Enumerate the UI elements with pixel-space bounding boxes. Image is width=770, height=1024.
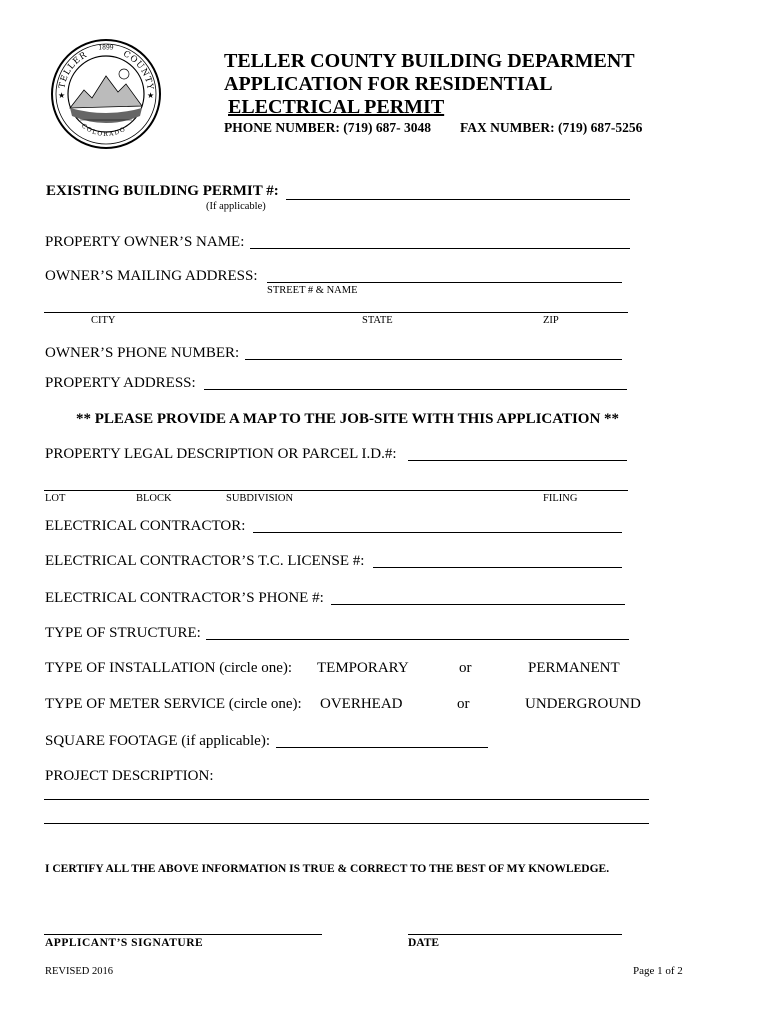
date-field[interactable] bbox=[408, 917, 622, 935]
lot-caption: LOT bbox=[45, 493, 66, 504]
legal-description-field[interactable] bbox=[408, 443, 627, 461]
project-description-line-2[interactable] bbox=[44, 806, 649, 824]
street-field[interactable] bbox=[267, 265, 622, 283]
legal-description-label: PROPERTY LEGAL DESCRIPTION OR PARCEL I.D.#: bbox=[45, 446, 397, 462]
street-caption: STREET # & NAME bbox=[267, 285, 358, 296]
seal-teller: TELLER bbox=[57, 49, 90, 90]
meter-label: TYPE OF METER SERVICE (circle one): bbox=[45, 696, 302, 712]
installation-label: TYPE OF INSTALLATION (circle one): bbox=[45, 660, 293, 676]
title-line-1: TELLER COUNTY BUILDING DEPARMENT bbox=[224, 50, 635, 72]
title-line-3: ELECTRICAL PERMIT bbox=[228, 96, 445, 118]
city-caption: CITY bbox=[91, 315, 116, 326]
owner-phone-field[interactable] bbox=[245, 342, 622, 360]
zip-caption: ZIP bbox=[543, 315, 559, 326]
structure-label: TYPE OF STRUCTURE: bbox=[45, 625, 201, 641]
meter-or: or bbox=[457, 696, 470, 712]
meter-overhead-option[interactable]: OVERHEAD bbox=[320, 696, 403, 712]
existing-permit-field[interactable] bbox=[286, 182, 630, 200]
license-label: ELECTRICAL CONTRACTOR’S T.C. LICENSE #: bbox=[45, 553, 365, 569]
existing-permit-label: EXISTING BUILDING PERMIT #: bbox=[46, 183, 279, 199]
phone-number: PHONE NUMBER: (719) 687- 3048 bbox=[224, 120, 431, 135]
title-line-2: APPLICATION FOR RESIDENTIAL bbox=[224, 73, 553, 95]
contractor-phone-label: ELECTRICAL CONTRACTOR’S PHONE #: bbox=[45, 590, 324, 606]
meter-underground-option[interactable]: UNDERGROUND bbox=[525, 696, 641, 712]
contractor-field[interactable] bbox=[253, 515, 622, 533]
project-description-line-1[interactable] bbox=[44, 782, 649, 800]
installation-temporary-option[interactable]: TEMPORARY bbox=[317, 660, 409, 676]
revised-note: REVISED 2016 bbox=[45, 966, 113, 977]
project-description-label: PROJECT DESCRIPTION: bbox=[45, 768, 214, 784]
svg-text:COLORADO bbox=[80, 122, 128, 138]
if-applicable-caption: (If applicable) bbox=[206, 201, 266, 212]
page-number: Page 1 of 2 bbox=[633, 965, 683, 977]
owner-name-label: PROPERTY OWNER’S NAME: bbox=[45, 234, 245, 250]
mailing-address-label: OWNER’S MAILING ADDRESS: bbox=[45, 268, 258, 284]
installation-or: or bbox=[459, 660, 472, 676]
block-caption: BLOCK bbox=[136, 493, 172, 504]
license-field[interactable] bbox=[373, 550, 622, 568]
city-state-zip-field[interactable] bbox=[44, 295, 628, 313]
applicant-signature-label: APPLICANT’S SIGNATURE bbox=[45, 937, 204, 949]
state-caption: STATE bbox=[362, 315, 393, 326]
filing-caption: FILING bbox=[543, 493, 578, 504]
owner-name-field[interactable] bbox=[250, 231, 630, 249]
square-footage-label: SQUARE FOOTAGE (if applicable): bbox=[45, 733, 271, 749]
subdivision-caption: SUBDIVISION bbox=[226, 493, 294, 504]
teller-county-seal bbox=[50, 38, 162, 150]
owner-phone-label: OWNER’S PHONE NUMBER: bbox=[45, 345, 240, 361]
installation-permanent-option[interactable]: PERMANENT bbox=[528, 660, 620, 676]
seal-year: 1899 bbox=[98, 44, 114, 52]
seal-county: COUNTY bbox=[121, 49, 155, 92]
structure-field[interactable] bbox=[206, 622, 629, 640]
contractor-label: ELECTRICAL CONTRACTOR: bbox=[45, 518, 246, 534]
fax-number: FAX NUMBER: (719) 687-5256 bbox=[460, 120, 643, 135]
lot-block-subdivision-field[interactable] bbox=[44, 473, 628, 491]
certification-statement: I CERTIFY ALL THE ABOVE INFORMATION IS TRUE & CORRECT TO THE BEST OF MY KNOWLEDGE. bbox=[45, 863, 610, 875]
contractor-phone-field[interactable] bbox=[331, 587, 625, 605]
svg-text:★: ★ bbox=[147, 91, 155, 100]
date-label: DATE bbox=[408, 937, 440, 949]
square-footage-field[interactable] bbox=[276, 730, 488, 748]
seal-colorado: COLORADO bbox=[80, 122, 128, 139]
property-address-label: PROPERTY ADDRESS: bbox=[45, 375, 196, 391]
applicant-signature-field[interactable] bbox=[44, 917, 322, 935]
property-address-field[interactable] bbox=[204, 372, 627, 390]
svg-text:★: ★ bbox=[58, 91, 66, 100]
map-notice: ** PLEASE PROVIDE A MAP TO THE JOB-SITE WITH THIS APPLICATION ** bbox=[76, 411, 620, 427]
